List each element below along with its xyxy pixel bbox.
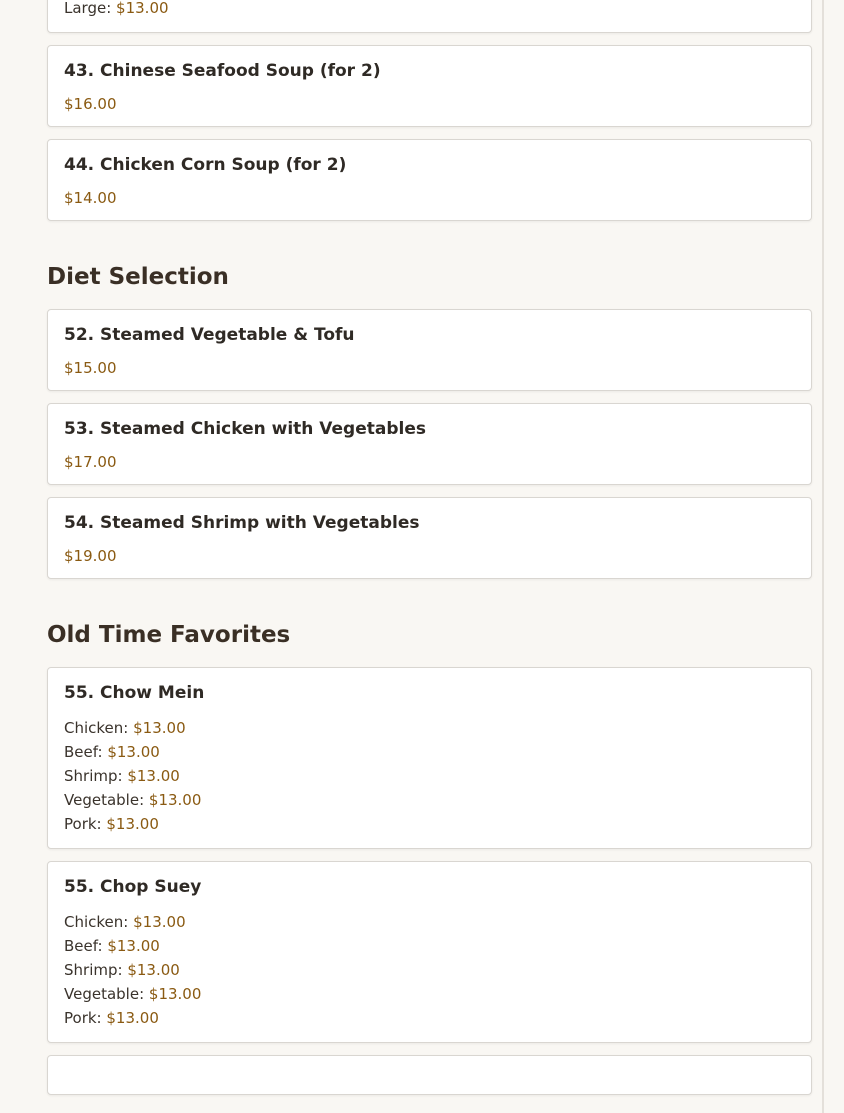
menu-item-card[interactable]	[47, 497, 812, 579]
price-option	[64, 958, 795, 982]
option-price: $13.00	[148, 791, 202, 809]
option-label: Chicken:	[64, 913, 129, 931]
menu-item-card[interactable]	[47, 861, 812, 1043]
scroll-edge-divider	[822, 0, 824, 1113]
price-option	[64, 0, 795, 20]
menu-item-card[interactable]	[47, 1055, 812, 1095]
option-price: $13.00	[107, 937, 160, 955]
menu-item-price: $19.00	[64, 547, 117, 565]
option-price: $13.00	[127, 961, 180, 979]
option-price: $13.00	[148, 985, 202, 1003]
price-option	[64, 740, 795, 764]
option-label: Beef:	[64, 937, 103, 955]
section-heading: Old Time Favorites	[47, 622, 291, 648]
option-label: Shrimp:	[64, 961, 123, 979]
option-label: Pork:	[64, 815, 102, 833]
price-option	[64, 812, 795, 836]
menu-item-title: 43. Chinese Seafood Soup (for 2)	[64, 61, 381, 81]
option-label: Beef:	[64, 743, 103, 761]
option-label: Pork:	[64, 1009, 102, 1027]
price-option	[64, 934, 795, 958]
price-option	[64, 910, 795, 934]
menu-item-price: $15.00	[64, 359, 117, 377]
menu-item-card[interactable]	[47, 45, 812, 127]
option-price: $13.00	[133, 719, 186, 737]
menu-item-card[interactable]	[47, 0, 812, 33]
menu-content	[47, 0, 812, 1107]
section-heading: Diet Selection	[47, 264, 229, 290]
price-option	[64, 982, 795, 1006]
menu-item-price: $17.00	[64, 453, 117, 471]
option-price: $13.00	[133, 913, 186, 931]
option-price: $13.00	[106, 1009, 159, 1027]
price-option	[64, 764, 795, 788]
option-label: Vegetable:	[64, 791, 145, 809]
menu-item-card[interactable]	[47, 309, 812, 391]
option-label: Large:	[64, 0, 112, 17]
menu-item-title: 54. Steamed Shrimp with Vegetables	[64, 513, 420, 533]
menu-item-title: 55. Chop Suey	[64, 877, 202, 897]
option-label: Chicken:	[64, 719, 129, 737]
menu-item-title: 53. Steamed Chicken with Vegetables	[64, 419, 426, 439]
option-price: $13.00	[127, 767, 180, 785]
option-price: $13.00	[107, 743, 160, 761]
menu-item-card[interactable]	[47, 403, 812, 485]
menu-item-card[interactable]	[47, 139, 812, 221]
option-price: $13.00	[116, 0, 169, 17]
menu-item-title: 55. Chow Mein	[64, 683, 205, 703]
menu-item-price: $16.00	[64, 95, 117, 113]
menu-item-card[interactable]	[47, 667, 812, 849]
price-option	[64, 1006, 795, 1030]
menu-item-title: 44. Chicken Corn Soup (for 2)	[64, 155, 347, 175]
option-label: Vegetable:	[64, 985, 145, 1003]
menu-item-price: $14.00	[64, 189, 117, 207]
price-option	[64, 788, 795, 812]
option-label: Shrimp:	[64, 767, 123, 785]
price-option	[64, 716, 795, 740]
menu-item-title: 52. Steamed Vegetable & Tofu	[64, 325, 355, 345]
option-price: $13.00	[106, 815, 159, 833]
